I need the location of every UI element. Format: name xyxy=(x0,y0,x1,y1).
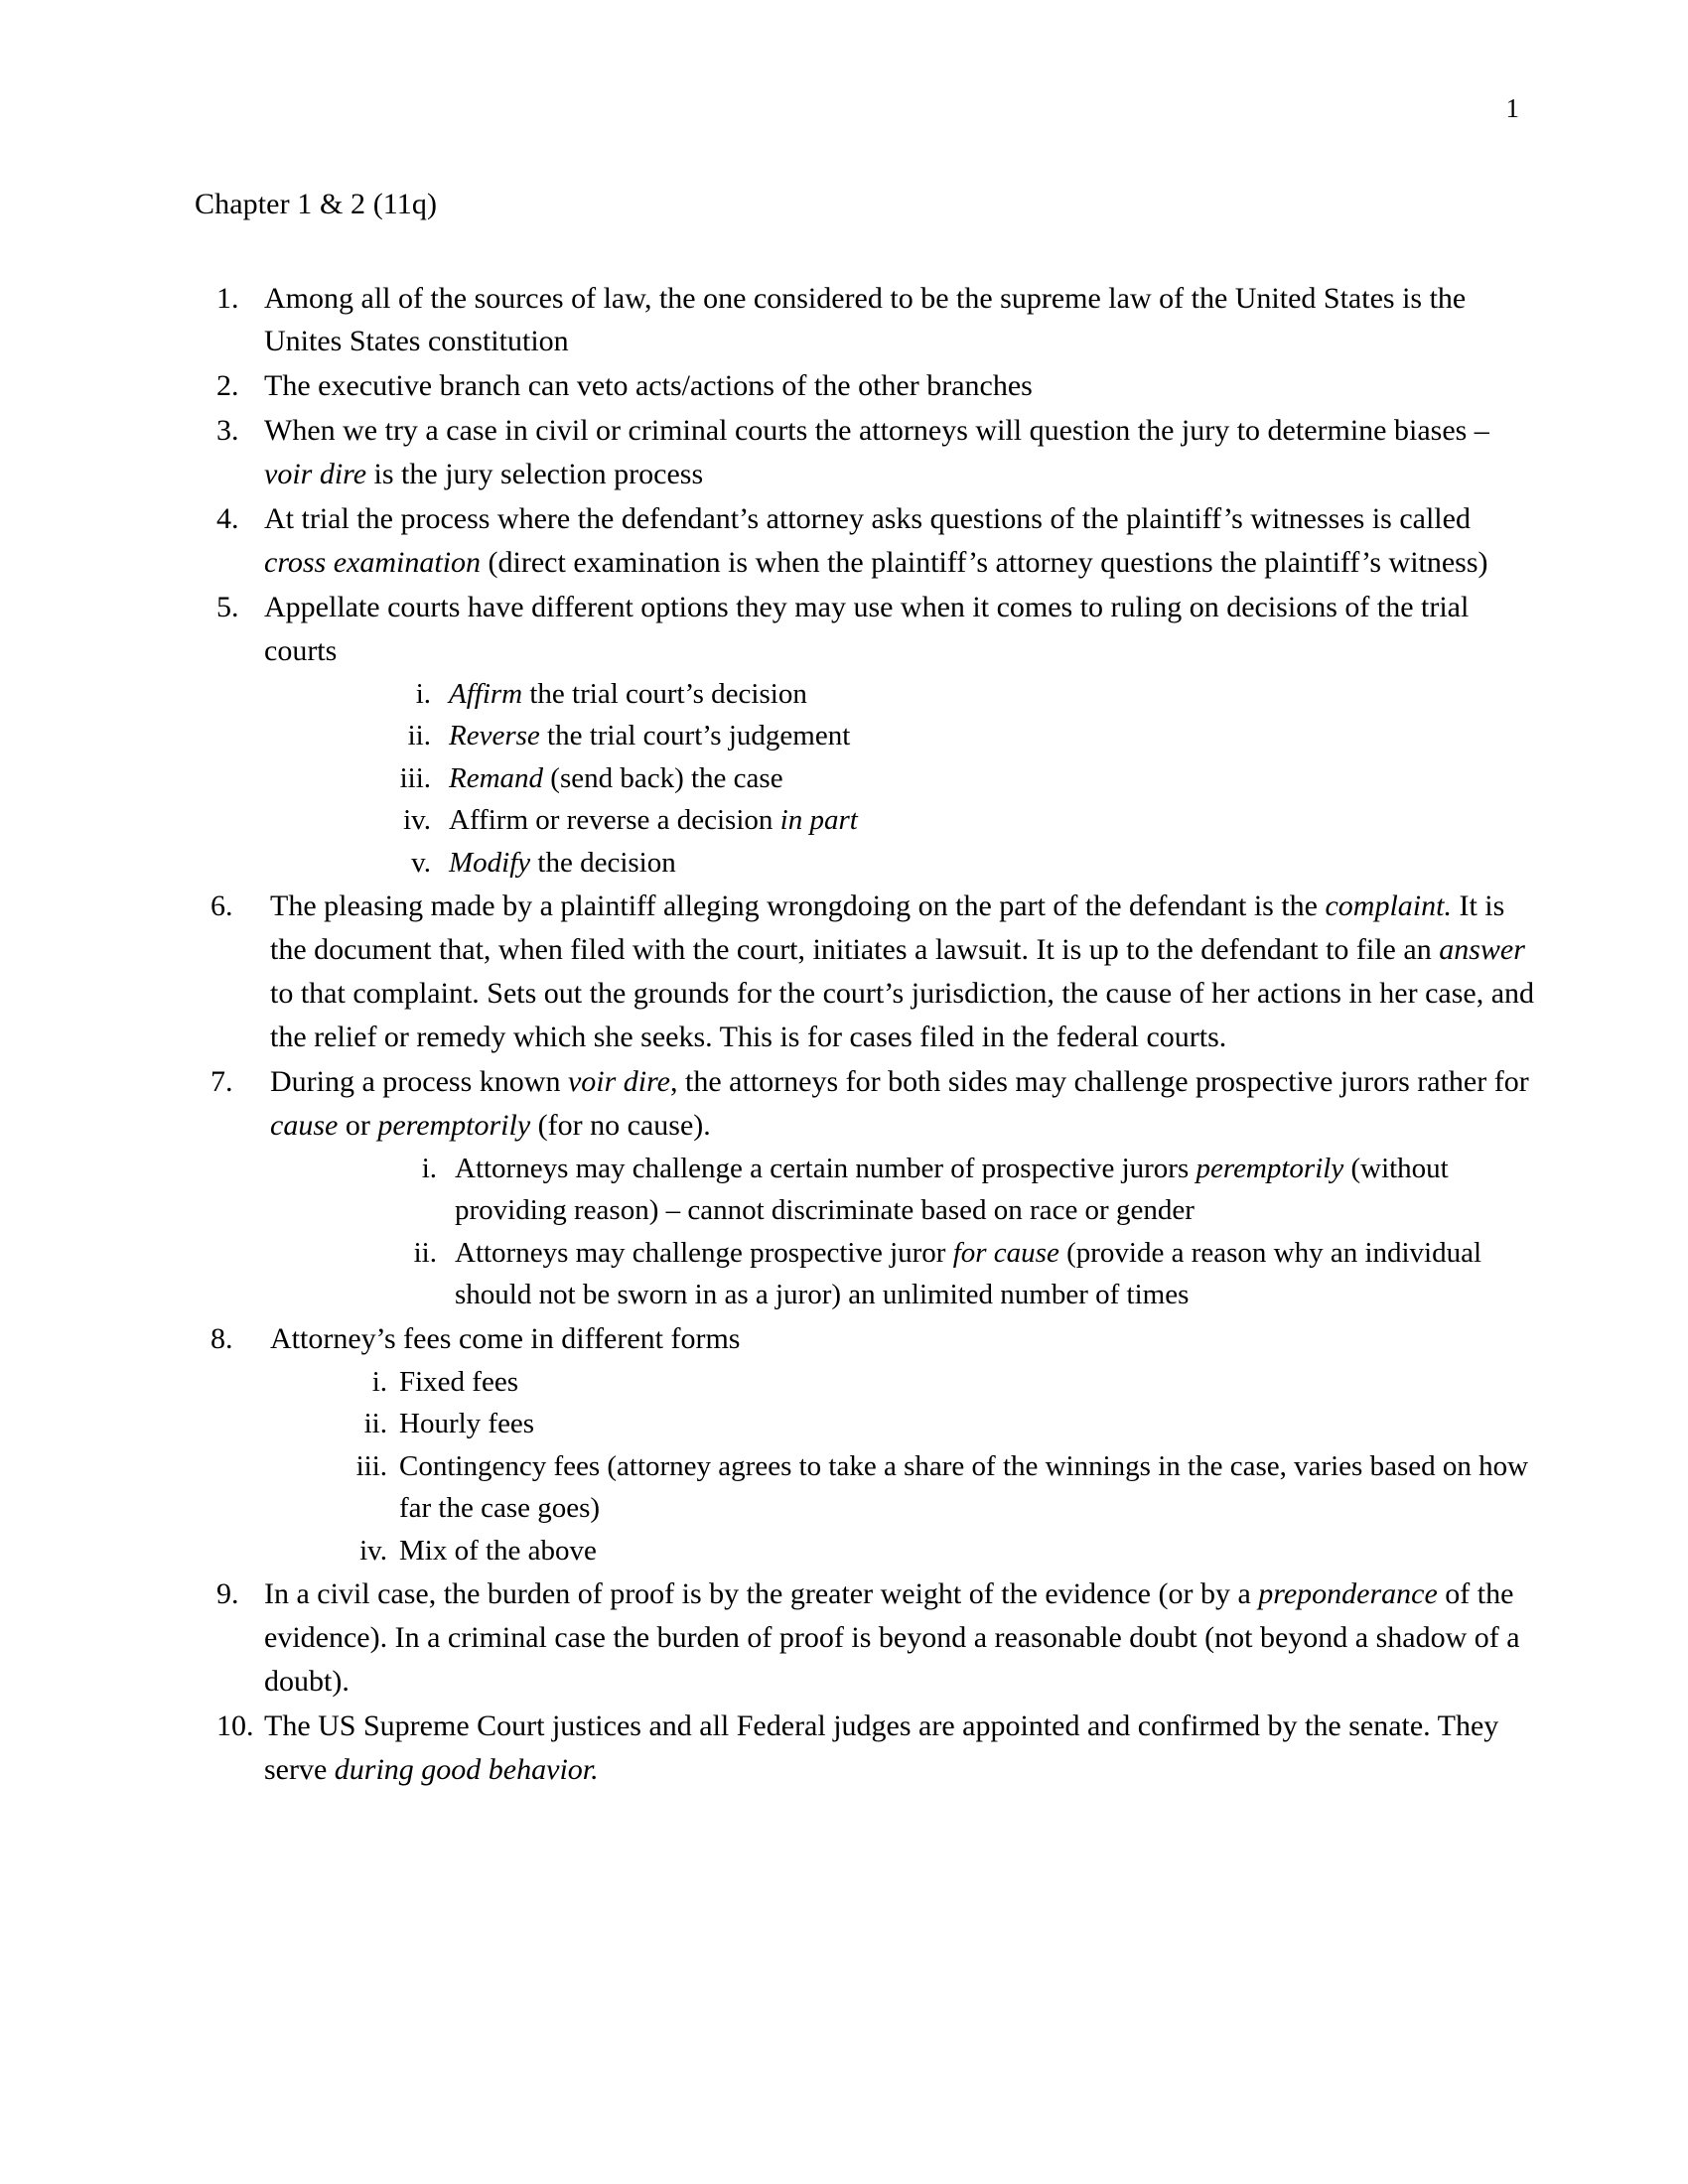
sub-list-item xyxy=(270,1530,1539,1571)
list-item-marker: 6. xyxy=(211,889,233,923)
sub-list-item-text: Contingency fees (attorney agrees to take a share of the winnings in the case, varies based on how far the case goes) xyxy=(399,1449,1529,1525)
list-item-marker: 9. xyxy=(216,1577,239,1611)
sub-list-item-marker: i. xyxy=(415,677,431,710)
sub-list-item-marker: v. xyxy=(411,846,431,879)
list-item-text: The executive branch can veto acts/actions of the other branches xyxy=(264,369,1033,403)
sub-list-item-text: Affirm the trial court’s decision xyxy=(449,677,807,710)
document-body xyxy=(195,185,1539,1793)
list-item-marker: 1. xyxy=(216,281,239,315)
sub-list-item xyxy=(264,673,1539,715)
sub-list-item xyxy=(264,842,1539,884)
list-item-text: The US Supreme Court justices and all Federal judges are appointed and confirmed by the senate. They serve during good behavior. xyxy=(264,1709,1499,1787)
numbered-list xyxy=(195,277,1539,1792)
sub-list-item-text: Fixed fees xyxy=(399,1365,518,1398)
sub-list-item-marker: iii. xyxy=(355,1449,387,1482)
sub-list-item xyxy=(270,1445,1539,1530)
sub-list-item-text: Mix of the above xyxy=(399,1534,597,1567)
list-item xyxy=(195,1317,1539,1571)
sub-list-item-marker: iii. xyxy=(399,761,431,794)
list-item xyxy=(195,1060,1539,1316)
list-item xyxy=(195,277,1539,364)
sub-list-item xyxy=(270,1232,1539,1316)
sub-list-item-marker: ii. xyxy=(363,1408,387,1440)
sub-list-item-text: Attorneys may challenge prospective juror for cause (provide a reason why an individual should not be sworn in as a juror) an unlimited number of times xyxy=(455,1236,1482,1311)
list-item-text: During a process known voir dire, the attorneys for both sides may challenge prospective jurors rather for cause or peremptorily (for no cause). xyxy=(270,1065,1529,1143)
list-item-text: When we try a case in civil or criminal courts the attorneys will question the jury to determine biases – voir dire is the jury selection process xyxy=(264,414,1489,491)
roman-sub-list xyxy=(270,1148,1539,1316)
sub-list-item-marker: i. xyxy=(371,1365,387,1398)
sub-list-item-text: Attorneys may challenge a certain number of prospective jurors peremptorily (without providing reason) – cannot discriminate based on race or gender xyxy=(455,1152,1449,1227)
sub-list-item-text: Reverse the trial court’s judgement xyxy=(449,720,851,752)
list-item-text: Attorney’s fees come in different forms xyxy=(270,1321,741,1355)
page-number: 1 xyxy=(1505,93,1519,123)
sub-list-item xyxy=(270,1361,1539,1403)
sub-list-item xyxy=(264,757,1539,799)
list-item xyxy=(195,364,1539,408)
list-item xyxy=(195,885,1539,1059)
list-item xyxy=(195,586,1539,884)
document-title: Chapter 1 & 2 (11q) xyxy=(195,188,438,220)
list-item-marker: 8. xyxy=(211,1321,233,1355)
list-item-text: Appellate courts have different options they may use when it comes to ruling on decisions of the trial courts xyxy=(264,591,1470,667)
sub-list-item xyxy=(270,1403,1539,1444)
sub-list-item xyxy=(270,1148,1539,1232)
list-item xyxy=(195,409,1539,496)
list-item-marker: 3. xyxy=(216,414,239,448)
roman-sub-list xyxy=(270,1361,1539,1571)
list-item xyxy=(195,1572,1539,1704)
list-item-text: Among all of the sources of law, the one considered to be the supreme law of the United States is the Unites States constitution xyxy=(264,281,1467,358)
list-item-marker: 7. xyxy=(211,1065,233,1099)
list-item-text: In a civil case, the burden of proof is by the greater weight of the evidence (or by a preponderance of the evidence). In a criminal case the burden of proof is beyond a reasonable doubt (not beyond a shadow of a doubt). xyxy=(264,1577,1520,1699)
sub-list-item-marker: iv. xyxy=(403,804,431,837)
list-item-marker: 4. xyxy=(216,502,239,536)
sub-list-item xyxy=(264,715,1539,756)
sub-list-item-text: Affirm or reverse a decision in part xyxy=(449,804,858,837)
list-item-marker: 2. xyxy=(216,369,239,403)
sub-list-item-text: Remand (send back) the case xyxy=(449,761,783,794)
list-item-text: At trial the process where the defendant’s attorney asks questions of the plaintiff’s witnesses is called cross examination (direct examination is when the plaintiff’s attorney questions the plaintiff’s witness) xyxy=(264,502,1488,580)
list-item xyxy=(195,497,1539,585)
roman-sub-list xyxy=(264,673,1539,884)
sub-list-item-marker: iv. xyxy=(359,1534,387,1567)
sub-list-item-text: Hourly fees xyxy=(399,1408,535,1440)
sub-list-item-marker: i. xyxy=(421,1152,437,1184)
list-item-marker: 5. xyxy=(216,591,239,624)
list-item-marker: 10. xyxy=(216,1709,254,1743)
sub-list-item-marker: ii. xyxy=(413,1236,437,1269)
list-item-text: The pleasing made by a plaintiff alleging wrongdoing on the part of the defendant is the complaint. It is the document that, when filed with the court, initiates a lawsuit. It is up to the defendant to file an answer to that complaint. Sets out the grounds for the court’s jurisdiction, the cause of her actions in her case, and the relief or remedy which she seeks. This is for cases filed in the federal courts. xyxy=(270,889,1535,1054)
sub-list-item-marker: ii. xyxy=(407,720,431,752)
sub-list-item xyxy=(264,799,1539,841)
sub-list-item-text: Modify the decision xyxy=(449,846,676,879)
list-item xyxy=(195,1705,1539,1792)
